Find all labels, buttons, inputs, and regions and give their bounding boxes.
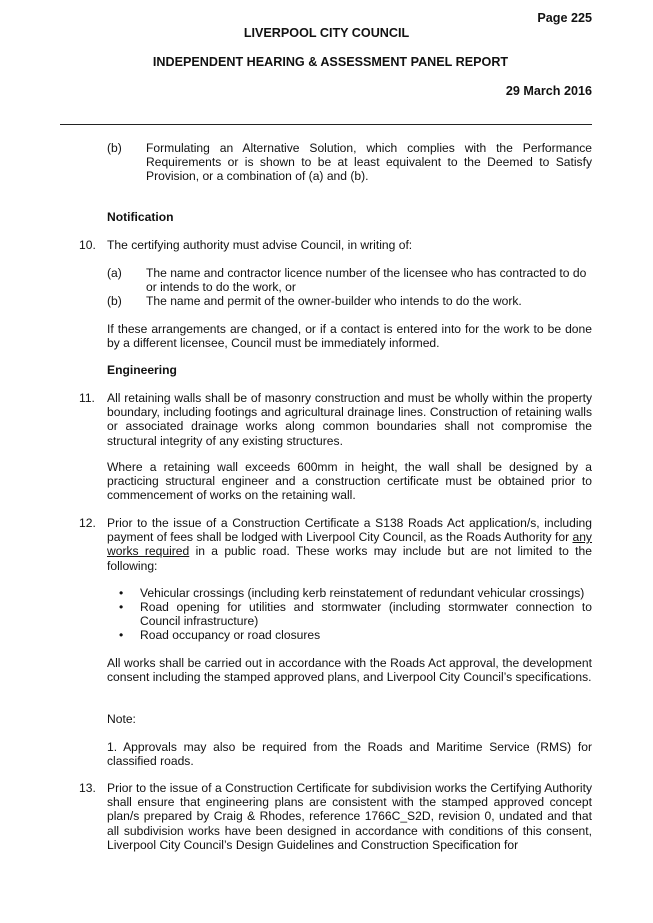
council-name: LIVERPOOL CITY COUNCIL	[243, 26, 410, 40]
notification-paragraph: If these arrangements are changed, or if a contact is entered into for the work to be done by a different licensee, Council must be immediately informed.	[107, 322, 592, 351]
condition-10-number: 10.	[79, 238, 96, 252]
condition-11-para-2: Where a retaining wall exceeds 600mm in height, the wall shall be designed by a practicing structural engineer and a construction certificate must be obtained prior to commencement of works on the retaining wall.	[107, 460, 592, 503]
sub-b-label: (b)	[107, 294, 122, 308]
sub-a-text: The name and contractor licence number of the licensee who has contracted to do or intends to do the work, or	[146, 266, 587, 295]
bullet-text: Road occupancy or road closures	[140, 628, 321, 642]
condition-13-text: Prior to the issue of a Construction Certificate for subdivision works the Certifying Authority shall ensure that engineering plans are consistent with the stamped approved concept plan/s prepared by Craig & Rhodes, reference 1766C_S2D, revision 0, undated and that all subdivision works have been designed in accordance with conditions of this consent, Liverpool City Council’s Design Guidelines and Construction Specification for	[107, 781, 592, 852]
bullet-glyph: •	[119, 600, 124, 614]
condition-11-number: 11.	[79, 391, 95, 405]
item-b-text: Formulating an Alternative Solution, which complies with the Performance Requirements or is shown to be at least equivalent to the Deemed to Satisfy Provision, or a combination of (a) and (b).	[146, 141, 592, 184]
sub-b-text: The name and permit of the owner-builder who intends to do the work.	[146, 294, 522, 308]
page-number: Page 225	[537, 11, 592, 25]
sub-a-label: (a)	[107, 266, 122, 280]
item-b-label: (b)	[107, 141, 122, 155]
condition-12-note-1: 1. Approvals may also be required from the Roads and Maritime Service (RMS) for classified roads.	[107, 740, 592, 769]
condition-13-number: 13.	[79, 781, 96, 795]
condition-12-note-label: Note:	[107, 712, 136, 726]
bullet-glyph: •	[119, 586, 124, 600]
bullet-text: Road opening for utilities and stormwater (including stormwater connection to Council infrastructure)	[140, 600, 592, 629]
condition-10-text: The certifying authority must advise Council, in writing of:	[107, 238, 413, 252]
notification-heading: Notification	[107, 210, 174, 224]
header-rule	[60, 124, 592, 125]
condition-12-number: 12.	[79, 516, 96, 530]
condition-11-para-1: All retaining walls shall be of masonry construction and must be wholly within the property boundary, including footings and agricultural drainage lines. Construction of retaining walls or associated drainage works along common boundaries shall not compromise the structural integrity of any existing structures.	[107, 391, 592, 448]
condition-12-para-2: All works shall be carried out in accordance with the Roads Act approval, the development consent including the stamped approved plans, and Liverpool City Council’s specifications.	[107, 656, 592, 685]
condition-12-text-end: in a public road. These works may include but are not limited to the following:	[107, 544, 592, 573]
engineering-heading: Engineering	[107, 363, 177, 377]
report-title: INDEPENDENT HEARING & ASSESSMENT PANEL REPORT	[152, 55, 509, 69]
condition-12-underlined: any works required	[107, 530, 592, 559]
condition-12-text-start: Prior to the issue of a Construction Certificate a S138 Roads Act application/s, including payment of fees shall be lodged with Liverpool City Council, as the Roads Authority for	[107, 516, 592, 545]
bullet-glyph: •	[119, 628, 124, 642]
condition-12-text	[107, 516, 592, 573]
bullet-text: Vehicular crossings (including kerb reinstatement of redundant vehicular crossings)	[140, 586, 585, 600]
report-date: 29 March 2016	[505, 84, 592, 98]
